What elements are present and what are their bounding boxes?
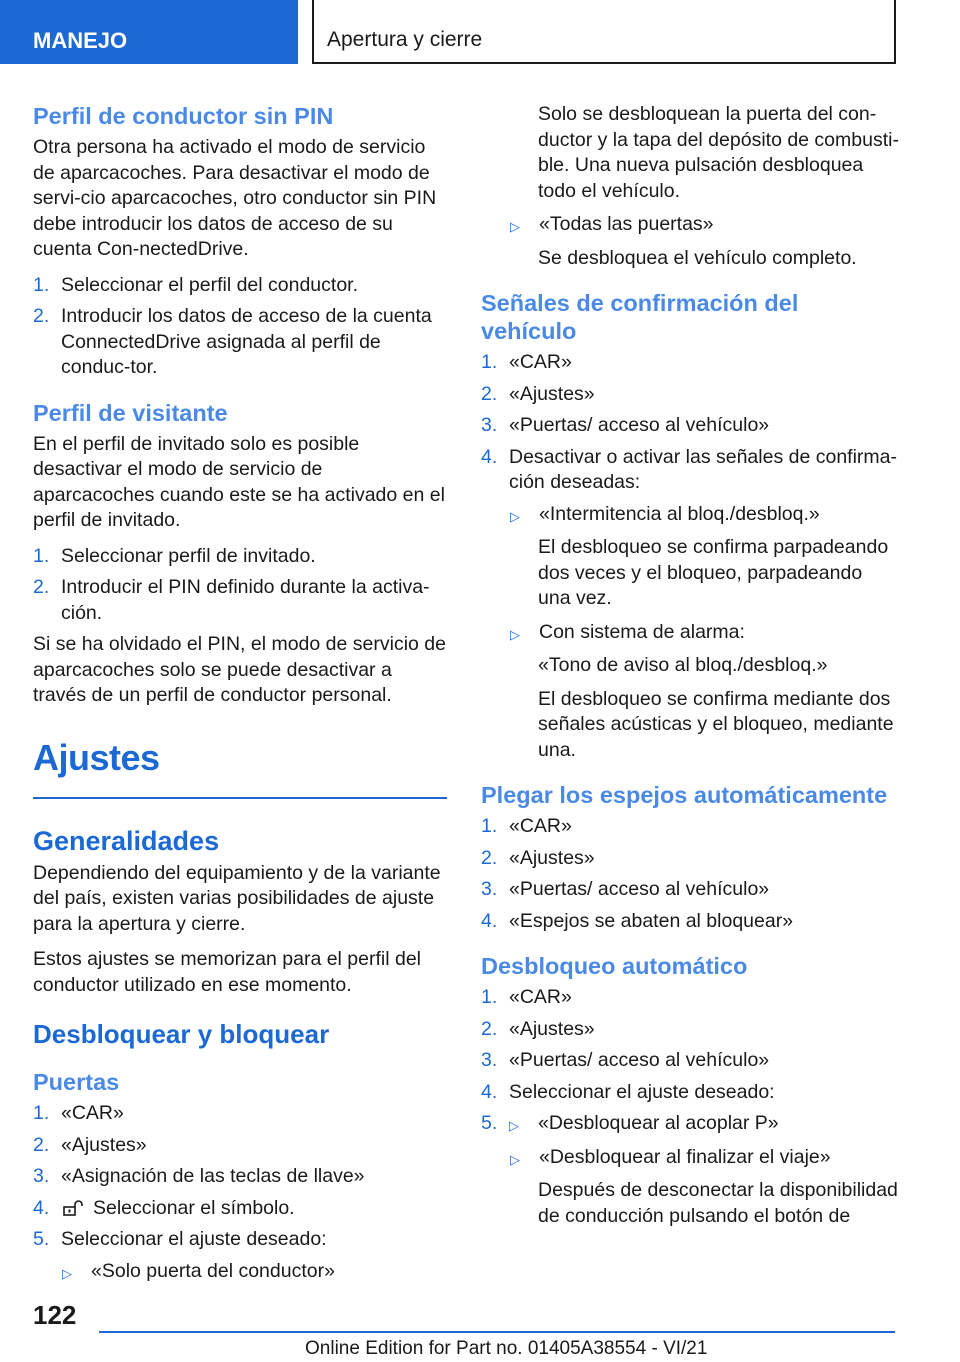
- list-item: [481, 846, 899, 872]
- paragraph: Se desbloquea el vehículo completo.: [538, 246, 857, 269]
- list-text: «Espejos se abaten al bloquear»: [509, 909, 794, 932]
- list-number: 3.: [481, 414, 498, 436]
- list-text: «Ajustes»: [61, 1133, 147, 1156]
- list-item: [481, 814, 899, 840]
- list-item: [481, 445, 899, 496]
- list-number: 1.: [481, 986, 498, 1008]
- heading-puertas: Puertas: [33, 1069, 120, 1095]
- list-item: [481, 1048, 899, 1074]
- list-text: Introducir los datos de acceso de la cuenta ConnectedDrive asignada al perfil de conduc-tor.: [61, 305, 432, 378]
- list-text: «Puertas/ acceso al vehículo»: [509, 878, 770, 900]
- left-column: [33, 102, 447, 1292]
- heading-desbloquear: Desbloquear y bloquear: [33, 1019, 330, 1049]
- heading-desbloqueo-automatico: Desbloqueo automático: [481, 953, 748, 979]
- list-number: 3.: [481, 878, 498, 900]
- list-item: [33, 304, 447, 381]
- footer-divider: [99, 1331, 895, 1333]
- right-column: [481, 102, 899, 1237]
- list-item: [481, 877, 899, 903]
- list-number: 3.: [33, 1165, 50, 1187]
- list-text: «CAR»: [509, 815, 572, 837]
- paragraph: En el perfil de invitado solo es posible desactivar el modo de servicio de aparcacoches cuando este se ha activado en el perfil de invitado.: [33, 432, 445, 531]
- list-item: [33, 1196, 447, 1222]
- list-text: «CAR»: [509, 986, 572, 1008]
- list-item: [481, 1017, 899, 1043]
- page-number: 122: [33, 1300, 77, 1330]
- list-item: [481, 909, 899, 935]
- list-text: Seleccionar el símbolo.: [93, 1196, 295, 1219]
- triangle-bullet-icon: ▷: [510, 219, 520, 234]
- list-text: «CAR»: [509, 351, 572, 373]
- paragraph: El desbloqueo se confirma mediante dos señales acústicas y el bloqueo, mediante una.: [538, 687, 894, 761]
- list-text: Seleccionar el perfil del conductor.: [61, 273, 359, 296]
- list-number: 2.: [481, 846, 498, 869]
- heading-espejos: Plegar los espejos automáticamente: [481, 782, 888, 808]
- bullet-item: [62, 1259, 447, 1287]
- list-text: «Puertas/ acceso al vehículo»: [509, 414, 770, 436]
- paragraph: Estos ajustes se memorizan para el perfil del conductor utilizado en ese momento.: [33, 948, 422, 996]
- list-item: [481, 1111, 899, 1139]
- list-number: 4.: [33, 1196, 50, 1219]
- list-text: Seleccionar perfil de invitado.: [61, 544, 316, 567]
- section-tab: MANEJO: [0, 0, 298, 64]
- list-number: 1.: [33, 273, 50, 296]
- list-item: [33, 1101, 447, 1127]
- heading-senales: Señales de confirmación del vehículo: [481, 290, 799, 344]
- list-number: 2.: [33, 305, 50, 327]
- bullet-text: «Desbloquear al acoplar P»: [538, 1112, 779, 1134]
- list-item: [481, 350, 899, 376]
- list-item: [481, 382, 899, 408]
- list-number: 5.: [33, 1228, 50, 1250]
- bullet-text: «Desbloquear al finalizar el viaje»: [539, 1145, 831, 1168]
- list-text: Introducir el PIN definido durante la activa-ción.: [61, 576, 430, 624]
- bullet-item: [510, 502, 899, 530]
- list-text: Desactivar o activar las señales de confirma-ción deseadas:: [509, 445, 897, 493]
- paragraph: Después de desconectar la disponibilidad de conducción pulsando el botón de: [538, 1179, 898, 1227]
- bullet-text: «Todas las puertas»: [539, 213, 714, 235]
- list-text: Seleccionar el ajuste deseado:: [509, 1080, 775, 1103]
- paragraph: Solo se desbloquean la puerta del con-ductor y la tapa del depósito de combusti-ble. Una nueva pulsación desbloquea todo el vehículo.: [538, 103, 899, 202]
- list-number: 2.: [481, 382, 498, 405]
- heading-sin-pin: Perfil de conductor sin PIN: [33, 103, 334, 129]
- unlock-icon: [63, 1198, 85, 1214]
- list-number: 2.: [33, 576, 50, 598]
- bullet-text: «Intermitencia al bloq./desbloq.»: [539, 502, 820, 525]
- list-number: 4.: [481, 909, 498, 932]
- list-item: [33, 1227, 447, 1253]
- list-number: 4.: [481, 1080, 498, 1103]
- bullet-text: «Solo puerta del conductor»: [91, 1259, 335, 1282]
- list-item: [481, 413, 899, 439]
- list-number: 1.: [33, 544, 50, 567]
- list-item: [481, 985, 899, 1011]
- heading-generalidades: Generalidades: [33, 825, 220, 856]
- list-number: 2.: [33, 1133, 50, 1156]
- bullet-item: [510, 1145, 899, 1173]
- triangle-bullet-icon: ▷: [510, 508, 520, 524]
- list-number: 2.: [481, 1017, 498, 1040]
- list-number: 5.: [481, 1112, 498, 1134]
- list-number: 3.: [481, 1049, 498, 1071]
- paragraph: Si se ha olvidado el PIN, el modo de servicio de aparcacoches solo se puede desactivar a través de un perfil de conductor personal.: [33, 633, 446, 706]
- list-text: «Ajustes»: [509, 382, 595, 405]
- list-item: [33, 1133, 447, 1159]
- list-item: [33, 273, 447, 299]
- paragraph: Dependiendo del equipamiento y de la variante del país, existen varias posibilidades de ajuste para la apertura y cierre.: [33, 861, 441, 935]
- chapter-title: Apertura y cierre: [312, 0, 896, 64]
- triangle-bullet-icon: ▷: [509, 1118, 519, 1133]
- triangle-bullet-icon: ▷: [510, 1151, 520, 1167]
- bullet-item: [510, 212, 899, 240]
- list-number: 1.: [33, 1102, 50, 1124]
- paragraph: El desbloqueo se confirma parpadeando dos veces y el bloqueo, parpadeando una vez.: [538, 536, 889, 609]
- list-text: «Asignación de las teclas de llave»: [61, 1165, 365, 1187]
- bullet-text: Con sistema de alarma:: [539, 620, 745, 643]
- list-number: 1.: [481, 815, 498, 837]
- paragraph: «Tono de aviso al bloq./desbloq.»: [538, 654, 828, 676]
- list-text: «Puertas/ acceso al vehículo»: [509, 1049, 770, 1071]
- list-item: [33, 575, 447, 626]
- list-item: [33, 544, 447, 570]
- list-number: 1.: [481, 351, 498, 373]
- list-number: 4.: [481, 445, 498, 468]
- list-text: «CAR»: [61, 1102, 124, 1124]
- triangle-bullet-icon: ▷: [510, 626, 520, 642]
- list-text: «Ajustes»: [509, 846, 595, 869]
- list-text: Seleccionar el ajuste deseado:: [61, 1228, 327, 1250]
- list-item: [33, 1164, 447, 1190]
- heading-visitante: Perfil de visitante: [33, 399, 228, 426]
- list-text: «Ajustes»: [509, 1017, 595, 1040]
- heading-ajustes: Ajustes: [33, 737, 447, 799]
- footer-edition: Online Edition for Part no. 01405A38554 - VI/21: [305, 1338, 708, 1359]
- paragraph: Otra persona ha activado el modo de servicio de aparcacoches. Para desactivar el modo de servi-cio aparcacoches, otro conductor sin PIN debe introducir los datos de acceso de su cuenta Con-nectedDrive.: [33, 136, 437, 260]
- triangle-bullet-icon: ▷: [62, 1265, 72, 1281]
- bullet-item: [510, 620, 899, 648]
- list-item: [481, 1080, 899, 1106]
